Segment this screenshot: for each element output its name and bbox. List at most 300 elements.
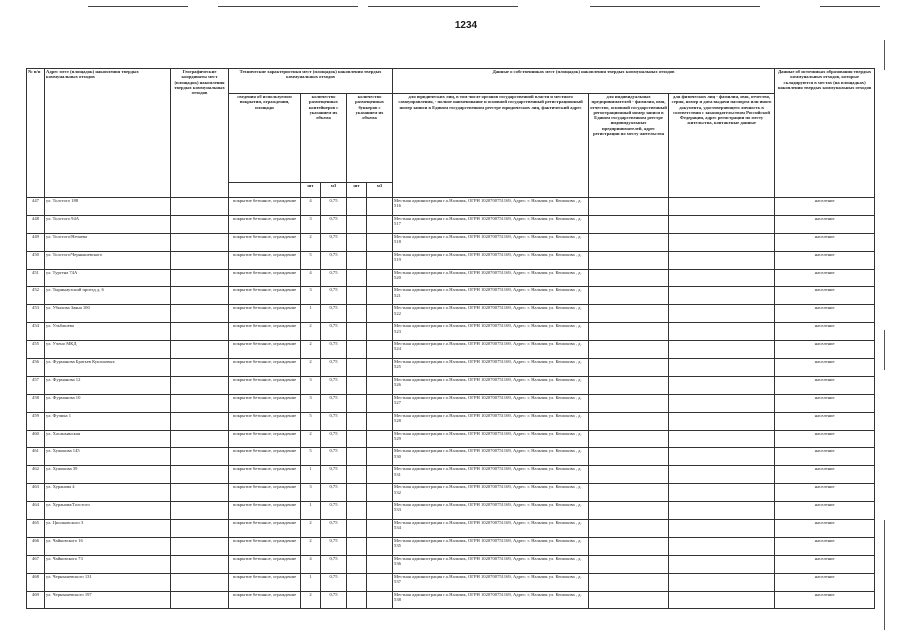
- table-row: [27, 323, 875, 341]
- scan-mark: [884, 520, 885, 630]
- row-source: население: [775, 537, 875, 555]
- row-source: население: [775, 430, 875, 448]
- row-container-count: 2: [301, 537, 321, 555]
- row-number: 447: [27, 198, 45, 216]
- header-address: Адрес мест (площадок) накопления твердых коммунальных отходов: [45, 69, 171, 198]
- row-geo: [171, 502, 229, 520]
- row-container-count: 1: [301, 466, 321, 484]
- row-bunker-volume: [367, 466, 393, 484]
- row-container-volume: 0,75: [321, 448, 347, 466]
- row-source: население: [775, 448, 875, 466]
- row-bunker-volume: [367, 359, 393, 377]
- row-container-count: 5: [301, 251, 321, 269]
- table-row: [27, 412, 875, 430]
- row-geo: [171, 323, 229, 341]
- row-source: население: [775, 591, 875, 609]
- row-number: 454: [27, 323, 45, 341]
- row-number: 448: [27, 215, 45, 233]
- row-bunker-volume: [367, 198, 393, 216]
- row-owner-ip: [589, 591, 669, 609]
- row-address: ул. Тургена 74А: [45, 269, 171, 287]
- row-owner-legal: Местная администрация г.о.Нальчик, ОГРН 1020700751169, Адрес: г. Нальчик ул. Кешокова , д. 520: [393, 269, 589, 287]
- scan-line: [590, 6, 760, 7]
- row-geo: [171, 573, 229, 591]
- waste-sites-register-table: [26, 68, 875, 609]
- row-owner-legal: Местная администрация г.о.Нальчик, ОГРН 1020700751169, Адрес: г. Нальчик ул. Кешокова , д. 524: [393, 341, 589, 359]
- header-sources: Данные об источниках образования твердых коммунальных отходов, которые складируются в местах (на площадках) накопления твердых коммунальных отходов: [775, 69, 875, 198]
- row-cover: покрытие бетонное, ограждение: [229, 466, 301, 484]
- row-bunker-count: [347, 376, 367, 394]
- row-owner-legal: Местная администрация г.о.Нальчик, ОГРН 1020700751169, Адрес: г. Нальчик ул. Кешокова , д. 521: [393, 287, 589, 305]
- row-number: 469: [27, 591, 45, 609]
- row-bunker-count: [347, 573, 367, 591]
- table-row: [27, 198, 875, 216]
- header-owner-legal: для юридических лиц, в том числе органов государственной власти и местного самоуправления, - полное наименование и основной государственный регистрационный номер записи в Едином государственном реестре юридических лиц, фактический адрес: [393, 94, 589, 198]
- row-number: 459: [27, 412, 45, 430]
- row-bunker-volume: [367, 341, 393, 359]
- row-cover: покрытие бетонное, ограждение: [229, 359, 301, 377]
- row-container-count: 4: [301, 198, 321, 216]
- row-owner-ip: [589, 537, 669, 555]
- row-owner-ip: [589, 555, 669, 573]
- row-owner-ip: [589, 233, 669, 251]
- row-bunker-volume: [367, 484, 393, 502]
- row-address: ул. Чайковского 16: [45, 537, 171, 555]
- scan-line: [820, 6, 880, 7]
- table-row: [27, 359, 875, 377]
- row-source: население: [775, 394, 875, 412]
- row-owner-ip: [589, 198, 669, 216]
- row-owner-phys: [669, 591, 775, 609]
- row-container-volume: 0,75: [321, 520, 347, 538]
- table-row: [27, 233, 875, 251]
- row-container-volume: 0,75: [321, 287, 347, 305]
- row-number: 456: [27, 359, 45, 377]
- row-bunker-volume: [367, 412, 393, 430]
- row-address: ул. Учено МКД: [45, 341, 171, 359]
- row-owner-legal: Местная администрация г.о.Нальчик, ОГРН 1020700751169, Адрес: г. Нальчик ул. Кешокова , д. 536: [393, 555, 589, 573]
- row-source: население: [775, 484, 875, 502]
- row-owner-phys: [669, 484, 775, 502]
- scan-line: [218, 6, 358, 7]
- row-cover: покрытие бетонное, ограждение: [229, 287, 301, 305]
- row-container-volume: 0,75: [321, 305, 347, 323]
- row-owner-phys: [669, 502, 775, 520]
- row-owner-ip: [589, 448, 669, 466]
- row-container-volume: 0,75: [321, 394, 347, 412]
- header-containers: количество размещенных контейнеров с указанием их объема: [301, 94, 347, 183]
- table-row: [27, 484, 875, 502]
- row-address: ул. Фурманова 10: [45, 394, 171, 412]
- row-owner-phys: [669, 215, 775, 233]
- row-owner-phys: [669, 376, 775, 394]
- row-address: ул. Убыхова Заяна 100: [45, 305, 171, 323]
- row-bunker-volume: [367, 376, 393, 394]
- row-owner-phys: [669, 412, 775, 430]
- row-number: 462: [27, 466, 45, 484]
- row-source: население: [775, 323, 875, 341]
- row-number: 467: [27, 555, 45, 573]
- row-container-volume: 0,75: [321, 269, 347, 287]
- row-container-volume: 0,75: [321, 376, 347, 394]
- row-owner-legal: Местная администрация г.о.Нальчик, ОГРН 1020700751169, Адрес: г. Нальчик ул. Кешокова , д. 534: [393, 520, 589, 538]
- row-owner-phys: [669, 537, 775, 555]
- row-owner-phys: [669, 305, 775, 323]
- row-geo: [171, 233, 229, 251]
- scan-mark: [884, 330, 885, 370]
- row-bunker-volume: [367, 430, 393, 448]
- row-cover: покрытие бетонное, ограждение: [229, 394, 301, 412]
- header-unit-sht: шт: [347, 183, 367, 198]
- header-owner-group: Данные о собственниках мест (площадок) накопления твердых коммунальных отходов: [393, 69, 775, 94]
- row-owner-ip: [589, 269, 669, 287]
- row-number: 468: [27, 573, 45, 591]
- row-container-count: 2: [301, 323, 321, 341]
- row-address: ул. Чернышевского 131: [45, 573, 171, 591]
- row-container-count: 3: [301, 215, 321, 233]
- row-bunker-count: [347, 466, 367, 484]
- row-owner-phys: [669, 323, 775, 341]
- row-container-volume: 0,75: [321, 430, 347, 448]
- row-owner-ip: [589, 251, 669, 269]
- row-container-volume: 0,75: [321, 323, 347, 341]
- row-geo: [171, 287, 229, 305]
- row-container-volume: 0,75: [321, 502, 347, 520]
- row-cover: покрытие бетонное, ограждение: [229, 555, 301, 573]
- row-container-count: 5: [301, 448, 321, 466]
- row-geo: [171, 466, 229, 484]
- row-source: население: [775, 305, 875, 323]
- row-owner-ip: [589, 215, 669, 233]
- row-address: ул. Фурманова Братьев Кушхаовых: [45, 359, 171, 377]
- row-number: 455: [27, 341, 45, 359]
- row-bunker-count: [347, 502, 367, 520]
- row-geo: [171, 341, 229, 359]
- row-owner-legal: Местная администрация г.о.Нальчик, ОГРН 1020700751169, Адрес: г. Нальчик ул. Кешокова , д. 533: [393, 502, 589, 520]
- header-unit-m3: м3: [321, 183, 347, 198]
- row-owner-ip: [589, 430, 669, 448]
- row-owner-phys: [669, 287, 775, 305]
- row-geo: [171, 412, 229, 430]
- row-owner-phys: [669, 341, 775, 359]
- row-container-count: 3: [301, 394, 321, 412]
- row-owner-legal: Местная администрация г.о.Нальчик, ОГРН 1020700751169, Адрес: г. Нальчик ул. Кешокова , д. 517: [393, 215, 589, 233]
- row-source: население: [775, 520, 875, 538]
- row-container-volume: 0,75: [321, 555, 347, 573]
- table-row: [27, 376, 875, 394]
- row-bunker-count: [347, 448, 367, 466]
- row-number: 450: [27, 251, 45, 269]
- row-cover: покрытие бетонное, ограждение: [229, 484, 301, 502]
- row-number: 451: [27, 269, 45, 287]
- row-owner-ip: [589, 412, 669, 430]
- row-container-volume: 0,75: [321, 484, 347, 502]
- row-source: население: [775, 341, 875, 359]
- row-owner-legal: Местная администрация г.о.Нальчик, ОГРН 1020700751169, Адрес: г. Нальчик ул. Кешокова , д. 537: [393, 573, 589, 591]
- row-number: 449: [27, 233, 45, 251]
- row-source: население: [775, 233, 875, 251]
- row-owner-ip: [589, 394, 669, 412]
- row-number: 465: [27, 520, 45, 538]
- row-bunker-count: [347, 341, 367, 359]
- header-bunkers: количество размещенных бункеров с указанием их объема: [347, 94, 393, 183]
- row-geo: [171, 555, 229, 573]
- row-bunker-count: [347, 287, 367, 305]
- row-container-volume: 0,75: [321, 341, 347, 359]
- row-owner-ip: [589, 341, 669, 359]
- row-number: 464: [27, 502, 45, 520]
- row-container-volume: 0,75: [321, 591, 347, 609]
- row-owner-phys: [669, 394, 775, 412]
- row-address: ул. Толстого 94А: [45, 215, 171, 233]
- row-bunker-count: [347, 198, 367, 216]
- row-bunker-volume: [367, 269, 393, 287]
- row-owner-legal: Местная администрация г.о.Нальчик, ОГРН 1020700751169, Адрес: г. Нальчик ул. Кешокова , д. 531: [393, 466, 589, 484]
- row-container-count: 2: [301, 359, 321, 377]
- row-container-volume: 0,75: [321, 233, 347, 251]
- row-owner-legal: Местная администрация г.о.Нальчик, ОГРН 1020700751169, Адрес: г. Нальчик ул. Кешокова , д. 523: [393, 323, 589, 341]
- table-row: [27, 287, 875, 305]
- row-owner-phys: [669, 430, 775, 448]
- header-geo: Географические координаты мест (площадок) накопления твердых коммунальных отходов: [171, 69, 229, 198]
- row-container-count: 1: [301, 502, 321, 520]
- row-owner-phys: [669, 466, 775, 484]
- row-owner-phys: [669, 555, 775, 573]
- row-owner-phys: [669, 233, 775, 251]
- row-number: 457: [27, 376, 45, 394]
- row-owner-phys: [669, 573, 775, 591]
- row-owner-legal: Местная администрация г.о.Нальчик, ОГРН 1020700751169, Адрес: г. Нальчик ул. Кешокова , д. 519: [393, 251, 589, 269]
- row-container-count: 5: [301, 412, 321, 430]
- row-address: ул. Хуранова/Толстого: [45, 502, 171, 520]
- row-cover: покрытие бетонное, ограждение: [229, 430, 301, 448]
- row-container-count: 3: [301, 376, 321, 394]
- row-number: 452: [27, 287, 45, 305]
- row-container-count: 2: [301, 430, 321, 448]
- row-bunker-count: [347, 537, 367, 555]
- row-owner-ip: [589, 520, 669, 538]
- row-bunker-count: [347, 305, 367, 323]
- scan-line: [368, 6, 518, 7]
- row-bunker-volume: [367, 573, 393, 591]
- table-row: [27, 341, 875, 359]
- row-source: население: [775, 359, 875, 377]
- row-source: население: [775, 215, 875, 233]
- row-cover: покрытие бетонное, ограждение: [229, 323, 301, 341]
- row-address: ул. Фурманова 12: [45, 376, 171, 394]
- row-bunker-count: [347, 430, 367, 448]
- row-owner-ip: [589, 287, 669, 305]
- row-bunker-count: [347, 412, 367, 430]
- row-cover: покрытие бетонное, ограждение: [229, 233, 301, 251]
- row-owner-phys: [669, 448, 775, 466]
- row-bunker-volume: [367, 537, 393, 555]
- row-cover: покрытие бетонное, ограждение: [229, 591, 301, 609]
- table-row: [27, 251, 875, 269]
- row-bunker-volume: [367, 520, 393, 538]
- row-geo: [171, 215, 229, 233]
- row-owner-legal: Местная администрация г.о.Нальчик, ОГРН 1020700751169, Адрес: г. Нальчик ул. Кешокова , д. 526: [393, 376, 589, 394]
- row-address: ул. Чайковского 73: [45, 555, 171, 573]
- row-bunker-count: [347, 215, 367, 233]
- row-container-count: 1: [301, 573, 321, 591]
- row-owner-phys: [669, 198, 775, 216]
- row-owner-legal: Местная администрация г.о.Нальчик, ОГРН 1020700751169, Адрес: г. Нальчик ул. Кешокова , д. 518: [393, 233, 589, 251]
- row-cover: покрытие бетонное, ограждение: [229, 520, 301, 538]
- row-geo: [171, 251, 229, 269]
- header-tech-group: Технические характеристики мест (площадок) накопления твердых коммунальных отходов: [229, 69, 393, 94]
- row-geo: [171, 305, 229, 323]
- row-source: население: [775, 269, 875, 287]
- row-address: ул. Ульбашева: [45, 323, 171, 341]
- row-owner-phys: [669, 359, 775, 377]
- row-container-count: 1: [301, 305, 321, 323]
- row-container-count: 2: [301, 520, 321, 538]
- row-bunker-count: [347, 555, 367, 573]
- row-geo: [171, 537, 229, 555]
- row-source: население: [775, 251, 875, 269]
- table-row: [27, 215, 875, 233]
- row-cover: покрытие бетонное, ограждение: [229, 269, 301, 287]
- row-bunker-count: [347, 484, 367, 502]
- table-row: [27, 394, 875, 412]
- row-address: ул. Толстого/Чернышевского: [45, 251, 171, 269]
- table-row: [27, 269, 875, 287]
- row-owner-ip: [589, 466, 669, 484]
- row-container-volume: 0,75: [321, 251, 347, 269]
- row-geo: [171, 591, 229, 609]
- row-owner-ip: [589, 323, 669, 341]
- row-bunker-volume: [367, 215, 393, 233]
- scan-line: [88, 6, 188, 7]
- row-bunker-volume: [367, 233, 393, 251]
- row-address: ул. Хужокова 145: [45, 448, 171, 466]
- row-container-count: 2: [301, 591, 321, 609]
- row-geo: [171, 359, 229, 377]
- header-row-1: [27, 69, 875, 94]
- header-unit-m3: м3: [367, 183, 393, 198]
- row-geo: [171, 269, 229, 287]
- row-container-volume: 0,75: [321, 198, 347, 216]
- row-cover: покрытие бетонное, ограждение: [229, 251, 301, 269]
- row-source: население: [775, 555, 875, 573]
- row-owner-legal: Местная администрация г.о.Нальчик, ОГРН 1020700751169, Адрес: г. Нальчик ул. Кешокова , д. 532: [393, 484, 589, 502]
- row-owner-legal: Местная администрация г.о.Нальчик, ОГРН 1020700751169, Адрес: г. Нальчик ул. Кешокова , д. 516: [393, 198, 589, 216]
- row-bunker-volume: [367, 394, 393, 412]
- row-bunker-count: [347, 359, 367, 377]
- row-owner-legal: Местная администрация г.о.Нальчик, ОГРН 1020700751169, Адрес: г. Нальчик ул. Кешокова , д. 522: [393, 305, 589, 323]
- row-owner-legal: Местная администрация г.о.Нальчик, ОГРН 1020700751169, Адрес: г. Нальчик ул. Кешокова , д. 527: [393, 394, 589, 412]
- row-container-volume: 0,75: [321, 573, 347, 591]
- row-bunker-count: [347, 251, 367, 269]
- row-bunker-volume: [367, 323, 393, 341]
- row-bunker-volume: [367, 502, 393, 520]
- row-cover: покрытие бетонное, ограждение: [229, 412, 301, 430]
- row-geo: [171, 520, 229, 538]
- row-source: население: [775, 412, 875, 430]
- row-cover: покрытие бетонное, ограждение: [229, 215, 301, 233]
- row-cover: покрытие бетонное, ограждение: [229, 537, 301, 555]
- row-container-count: 4: [301, 555, 321, 573]
- table-row: [27, 537, 875, 555]
- row-container-count: 2: [301, 341, 321, 359]
- table-row: [27, 448, 875, 466]
- row-address: ул. Хасаньинская: [45, 430, 171, 448]
- row-number: 460: [27, 430, 45, 448]
- row-cover: покрытие бетонное, ограждение: [229, 448, 301, 466]
- row-bunker-count: [347, 591, 367, 609]
- row-geo: [171, 198, 229, 216]
- row-bunker-volume: [367, 555, 393, 573]
- row-owner-ip: [589, 305, 669, 323]
- row-owner-legal: Местная администрация г.о.Нальчик, ОГРН 1020700751169, Адрес: г. Нальчик ул. Кешокова , д. 525: [393, 359, 589, 377]
- header-owner-ip: для индивидуальных предпринимателей - фамилия, имя, отчество, основной государственный регистрационный номер записи в Едином государственном реестре индивидуальных предпринимателей, адрес регистрации по месту жительства: [589, 94, 669, 198]
- table-row: [27, 466, 875, 484]
- table-row: [27, 305, 875, 323]
- row-cover: покрытие бетонное, ограждение: [229, 573, 301, 591]
- row-owner-phys: [669, 520, 775, 538]
- row-address: ул. Хуранова 4: [45, 484, 171, 502]
- table-row: [27, 555, 875, 573]
- row-geo: [171, 448, 229, 466]
- row-owner-legal: Местная администрация г.о.Нальчик, ОГРН 1020700751169, Адрес: г. Нальчик ул. Кешокова , д. 530: [393, 448, 589, 466]
- row-container-volume: 0,75: [321, 359, 347, 377]
- row-number: 461: [27, 448, 45, 466]
- header-unit-sht: шт: [301, 183, 321, 198]
- row-address: ул. Фучика 1: [45, 412, 171, 430]
- row-cover: покрытие бетонное, ограждение: [229, 305, 301, 323]
- row-container-volume: 0,75: [321, 215, 347, 233]
- header-owner-phys: для физических лиц - фамилия, имя, отчество, серия, номер и дата выдачи паспорта или иного документа, удостоверяющего личность в соответствии с законодательством Российской Федерации, адрес регистрации по месту жительства, контактные данные: [669, 94, 775, 198]
- row-owner-ip: [589, 573, 669, 591]
- row-number: 463: [27, 484, 45, 502]
- row-bunker-volume: [367, 287, 393, 305]
- row-address: ул. Толстого/Нечаева: [45, 233, 171, 251]
- row-source: население: [775, 287, 875, 305]
- row-cover: покрытие бетонное, ограждение: [229, 502, 301, 520]
- page-number: 1234: [454, 20, 478, 31]
- row-owner-ip: [589, 359, 669, 377]
- table-row: [27, 573, 875, 591]
- row-bunker-count: [347, 394, 367, 412]
- row-owner-legal: Местная администрация г.о.Нальчик, ОГРН 1020700751169, Адрес: г. Нальчик ул. Кешокова , д. 538: [393, 591, 589, 609]
- row-address: ул. Чернышевского 197: [45, 591, 171, 609]
- header-num: № п/п: [27, 69, 45, 198]
- row-bunker-volume: [367, 305, 393, 323]
- row-geo: [171, 484, 229, 502]
- row-container-count: 3: [301, 287, 321, 305]
- row-source: население: [775, 573, 875, 591]
- row-geo: [171, 430, 229, 448]
- table-row: [27, 430, 875, 448]
- table-row: [27, 591, 875, 609]
- row-owner-ip: [589, 484, 669, 502]
- row-owner-ip: [589, 502, 669, 520]
- row-bunker-count: [347, 269, 367, 287]
- row-address: ул. Циолковского 3: [45, 520, 171, 538]
- row-bunker-volume: [367, 251, 393, 269]
- row-cover: покрытие бетонное, ограждение: [229, 198, 301, 216]
- row-bunker-volume: [367, 448, 393, 466]
- row-bunker-count: [347, 233, 367, 251]
- row-number: 466: [27, 537, 45, 555]
- row-container-count: 2: [301, 233, 321, 251]
- row-geo: [171, 394, 229, 412]
- row-container-count: 3: [301, 484, 321, 502]
- table-row: [27, 520, 875, 538]
- table-row: [27, 502, 875, 520]
- row-owner-legal: Местная администрация г.о.Нальчик, ОГРН 1020700751169, Адрес: г. Нальчик ул. Кешокова , д. 535: [393, 537, 589, 555]
